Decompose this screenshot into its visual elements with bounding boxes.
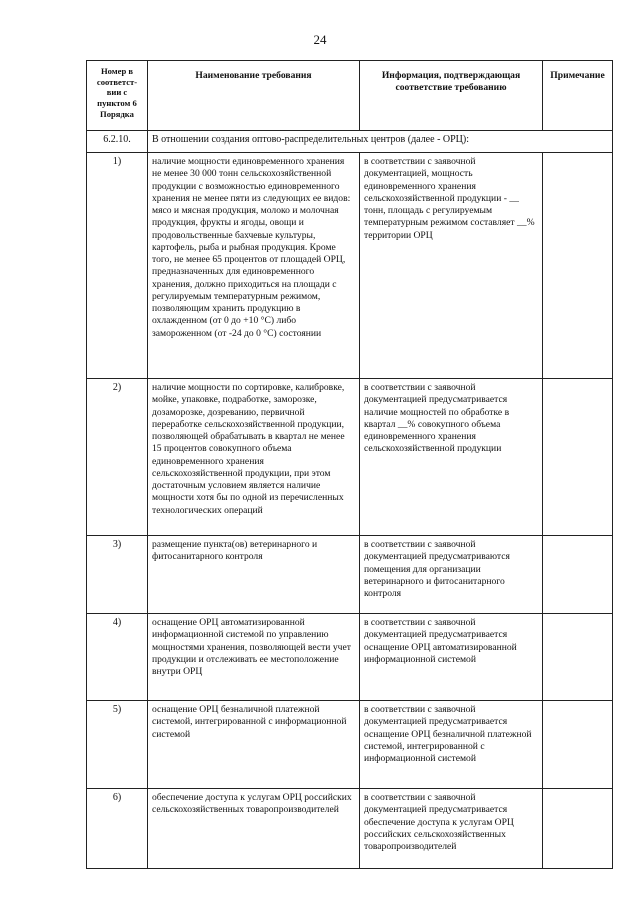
table-row <box>87 789 613 869</box>
note-cell <box>543 701 613 789</box>
note-cell <box>543 379 613 536</box>
table-header-row <box>87 61 613 131</box>
row-number: 3) <box>87 536 148 614</box>
header-requirement-name: Наименование требования <box>148 61 360 131</box>
requirement-text: оснащение ОРЦ безналичной платежной системой, интегрированной с информационной системой <box>148 701 360 789</box>
confirmation-text: в соответствии с заявочной документацией предусматривается оснащение ОРЦ автоматизированной информационной системой <box>360 614 543 701</box>
header-note: Примечание <box>543 61 613 131</box>
row-number: 4) <box>87 614 148 701</box>
page-number: 24 <box>313 32 327 47</box>
requirement-text: обеспечение доступа к услугам ОРЦ российских сельскохозяйственных товаропроизводителей <box>148 789 360 869</box>
header-number: Номер в соответст-вии с пунктом 6 Порядка <box>87 61 148 131</box>
requirement-text: наличие мощности единовременного хранения не менее 30 000 тонн сельскохозяйственной продукции с возможностью единовременного хранения не менее пяти из следующих ее видов: мясо и мясная продукция, молоко и молочная продукция, фрукты и ягоды, овощи и продовольственные бахчевые культуры, картофель, рыба и рыбная продукция. Кроме того, не менее 65 процентов от площадей ОРЦ, предназначенных для единовременного хранения, должно приходиться на площади с регулируемым температурным режимом, позволяющим хранить продукцию в охлажденном (от 0 до +10 °С) либо замороженном (от -24 до 0 °С) состоянии <box>148 153 360 379</box>
table-row <box>87 379 613 536</box>
note-cell <box>543 153 613 379</box>
row-number: 5) <box>87 701 148 789</box>
requirements-table <box>86 60 613 869</box>
table-row <box>87 536 613 614</box>
table-row <box>87 701 613 789</box>
confirmation-text: в соответствии с заявочной документацией предусматривается оснащение ОРЦ безналичной платежной системой, интегрированной с информационной системой <box>360 701 543 789</box>
section-row <box>87 131 613 153</box>
confirmation-text: в соответствии с заявочной документацией предусматриваются помещения для организации ветеринарного и фитосанитарного контроля <box>360 536 543 614</box>
section-title: В отношении создания оптово-распределительных центров (далее - ОРЦ): <box>148 131 613 153</box>
confirmation-text: в соответствии с заявочной документацией, мощность единовременного хранения сельскохозяйственной продукции - __ тонн, площадь с регулируемым температурным режимом составляет __% территории ОРЦ <box>360 153 543 379</box>
section-number: 6.2.10. <box>87 131 148 153</box>
requirement-text: наличие мощности по сортировке, калибровке, мойке, упаковке, подработке, заморозке, дозаморозке, дозреванию, первичной переработке сельскохозяйственной продукции, позволяющей обрабатывать в квартал не менее 15 процентов совокупного объема единовременного хранения сельскохозяйственной продукции, при этом достаточным условием является наличие мощности хотя бы по одной из перечисленных технологических операций <box>148 379 360 536</box>
table-row <box>87 614 613 701</box>
requirement-text: оснащение ОРЦ автоматизированной информационной системой по управлению мощностями хранения, позволяющей вести учет продукции и отслеживать ее местоположение внутри ОРЦ <box>148 614 360 701</box>
confirmation-text: в соответствии с заявочной документацией предусматривается наличие мощностей по обработке в квартал __% совокупного объема единовременного хранения сельскохозяйственной продукции <box>360 379 543 536</box>
note-cell <box>543 789 613 869</box>
header-confirming-info: Информация, подтверждающая соответствие требованию <box>360 61 543 131</box>
row-number: 6) <box>87 789 148 869</box>
note-cell <box>543 536 613 614</box>
confirmation-text: в соответствии с заявочной документацией предусматривается обеспечение доступа к услугам ОРЦ российских сельскохозяйственных товаропроизводителей <box>360 789 543 869</box>
requirement-text: размещение пункта(ов) ветеринарного и фитосанитарного контроля <box>148 536 360 614</box>
table-row <box>87 153 613 379</box>
row-number: 2) <box>87 379 148 536</box>
row-number: 1) <box>87 153 148 379</box>
note-cell <box>543 614 613 701</box>
